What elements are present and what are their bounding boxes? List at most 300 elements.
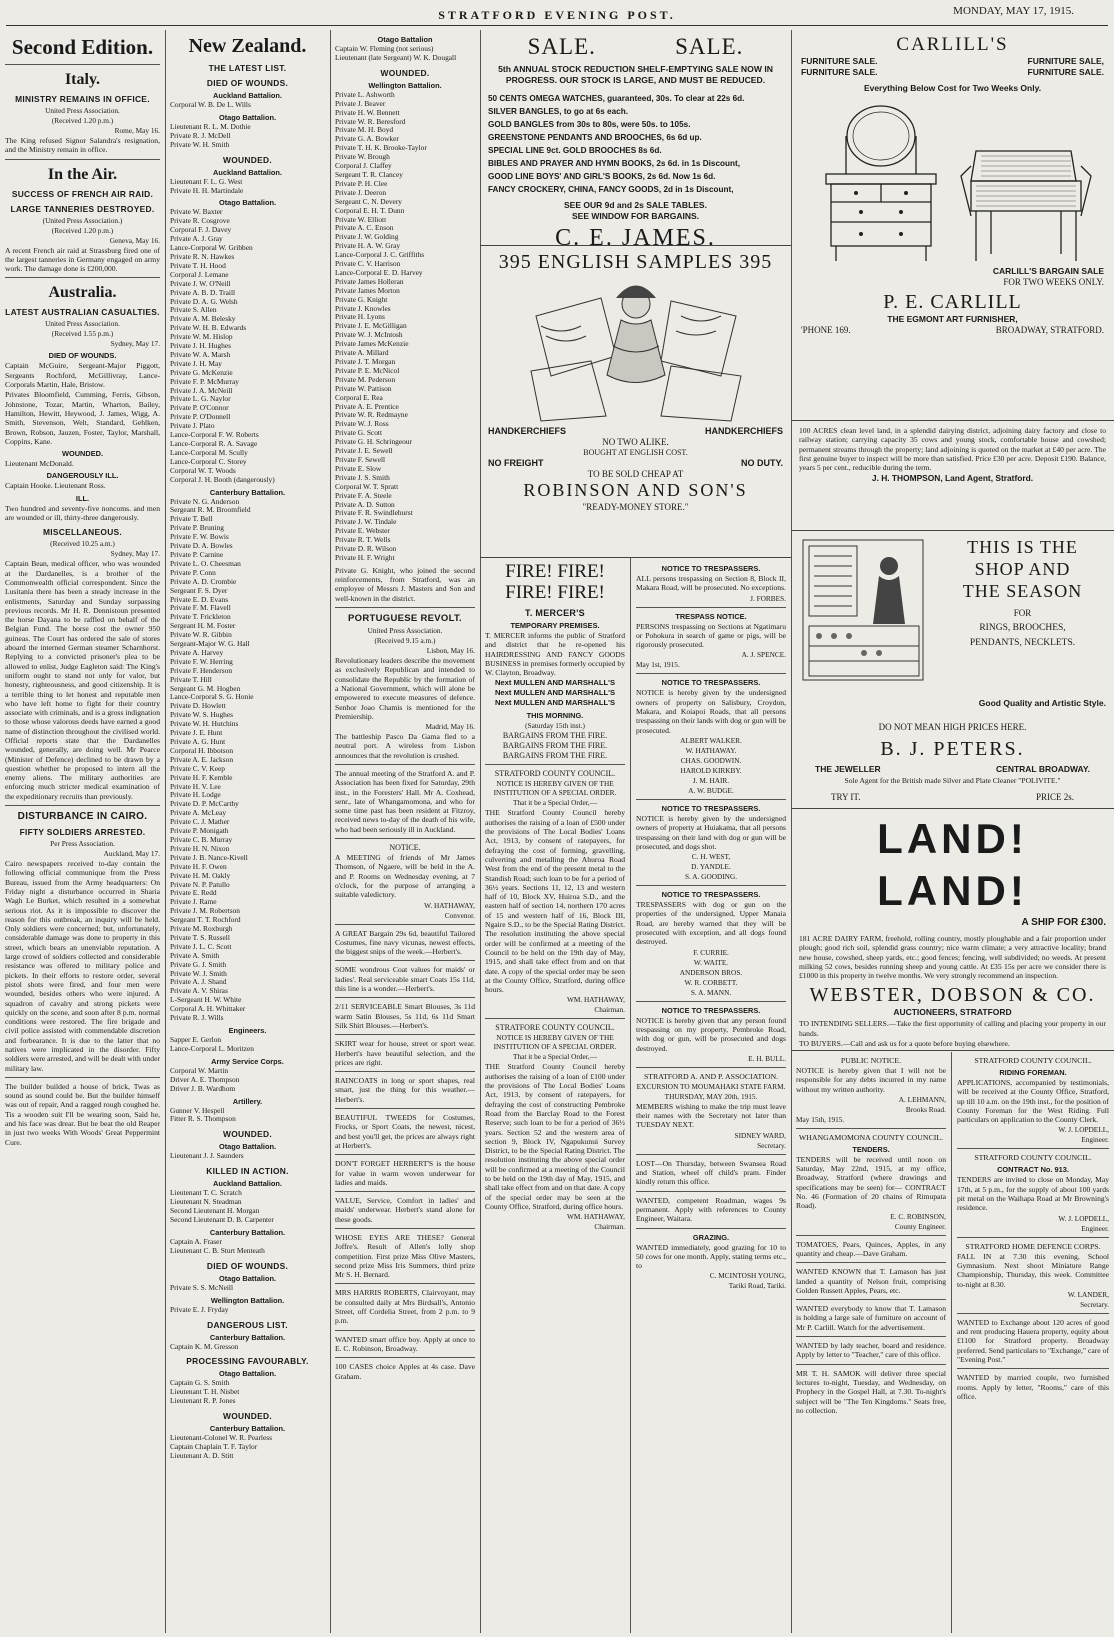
casualty-list: [170, 1036, 325, 1054]
sale-line: FANCY CROCKERY, CHINA, FANCY GOODS, 2d in 1s Discount,: [488, 185, 734, 194]
owner-name: A. W. BUDGE.: [688, 785, 734, 795]
column-right-advertisements: [791, 30, 1114, 1633]
casualty-name: Private J. E. Sewell: [335, 446, 393, 456]
carlill-ad: [791, 30, 1114, 420]
fire-bargains: [485, 731, 625, 760]
casualty-list: [170, 1379, 325, 1406]
casualty-name: Captain G. S. Smith: [170, 1378, 230, 1388]
owner-name: W. R. CORBETT.: [684, 977, 738, 987]
signature: W. J. LOPDELL,: [1058, 1213, 1109, 1223]
casualty-name: Private James McKenzie: [335, 339, 409, 349]
agency-line: United Press Association.: [367, 626, 443, 636]
air-subheading: SUCCESS OF FRENCH AIR RAID.: [11, 188, 154, 199]
notice-date: May 1st, 1915.: [636, 660, 680, 670]
home-defence-heading: STRATFORD HOME DEFENCE CORPS.: [965, 1241, 1101, 1251]
land-sellers: TO INTENDING SELLERS.—Take the first opportunity of calling and placing your property in our hands.: [799, 1019, 1106, 1038]
trespass-body: NOTICE is hereby given by the undersigned owners of property on Salisbury, Croydon, Makara, and Koiapoi Roads, that all persons trespassing on their lands with dog or gun will be prosecuted.: [636, 688, 786, 735]
council-subheading: CONTRACT No. 913.: [997, 1165, 1069, 1175]
casualty-name: Corporal W. Martin: [170, 1065, 229, 1075]
small-ad: A GREAT Bargain 29s 6d, beautiful Tailored Costumes, fine navy vicunas, newest effects, the biggest snips of the week.—Herbert's.: [335, 928, 475, 957]
peters-name: B. J. PETERS.: [880, 738, 1025, 760]
casualty-name: Lieutenant A. D. Stitt: [170, 1450, 234, 1460]
casualty-name: Private J. T. Morgan: [335, 357, 396, 366]
casualty-name: Lance-Corporal L. Moritzen: [170, 1043, 254, 1053]
handkerchiefs-label: HANDKERCHIEFS: [488, 426, 567, 436]
small-ads: [957, 1318, 1109, 1401]
samples-line: BOUGHT AT ENGLISH COST.: [583, 448, 688, 457]
signature: SIDNEY WARD,: [734, 1130, 786, 1140]
casualty-name: Sergeant R. M. Broomfield: [170, 505, 251, 515]
owner-name: W. WAITE.: [693, 957, 729, 967]
casualty-name: Lieutenant J. J. Saunders: [170, 1151, 244, 1161]
received-line: (Received 10.25 a.m.): [50, 539, 115, 549]
casualty-name: Private E. Redd: [170, 888, 217, 898]
fire-next-line: Next MULLEN AND MARSHALL'S: [494, 698, 616, 708]
nz-heading: New Zealand.: [188, 35, 307, 57]
signature: J. FORBES.: [750, 593, 786, 603]
casualty-name: Private G. Scott: [335, 428, 383, 438]
owner-name: C. H. WEST,: [691, 852, 731, 862]
peters-trade: THE JEWELLER: [815, 764, 881, 774]
battalion-label: Otago Battalion.: [218, 1273, 277, 1283]
casualty-name: Private F. Sewell: [335, 454, 386, 464]
public-notice-body: NOTICE is hereby given that I will not be responsible for any debts incurred in my name without my written authority.: [796, 1066, 946, 1094]
notice-date: May 15th, 1915.: [796, 1114, 845, 1124]
roadman-wanted-ad: WANTED, competent Roadman, wages 9s permanent. Apply with references to County Engineer, Waitara.: [636, 1195, 786, 1224]
sale-line: 50 CENTS OMEGA WATCHES, guaranteed, 30s. To clear at 22s 6d.: [488, 94, 745, 103]
casualty-name: Corporal E. H. T. Dunn: [335, 205, 405, 215]
casualty-name: Private H. F. Wright: [335, 552, 395, 562]
casualty-list: [170, 1189, 325, 1225]
column-war-news: [0, 30, 165, 1633]
casualty-name: Lieutenant T. H. Nisbet: [170, 1387, 240, 1397]
casualty-name: Private H. V. Lee: [170, 781, 221, 791]
casualty-name: Lance-Corporal S. G. Honie: [170, 692, 254, 702]
casualty-name: Private W. R. Beresford: [335, 116, 406, 126]
casualty-name: Captain W. Fleming (not serious): [335, 44, 434, 53]
sale-window: SEE WINDOW FOR BARGAINS.: [571, 211, 700, 221]
signature-role: Engineer.: [1081, 1135, 1109, 1145]
casualty-name: Private N. G. Anderson: [170, 496, 240, 506]
casualty-name: Private D. R. Wilson: [335, 544, 397, 554]
fire-date: (Saturday 15th inst.): [525, 721, 585, 731]
battalion-label: Engineers.: [228, 1026, 267, 1035]
lost-ad: LOST—On Thursday, between Swansea Road and Station, wheel off child's pram. Finder kindly return this office.: [636, 1158, 786, 1187]
council-heading: STRATFORE COUNTY COUNCIL.: [495, 1023, 615, 1033]
section-label: WOUNDED.: [61, 449, 104, 459]
casualty-name: Lieutenant R. L. M. Dothie: [170, 121, 251, 131]
fire-and-council-column: [480, 558, 630, 1633]
casualty-list: [170, 498, 325, 1023]
casualty-name: Private G. A. Bowker: [335, 134, 399, 144]
casualty-name: Lance-Corporal M. Scully: [170, 447, 248, 457]
dateline: Geneva, May 16.: [109, 235, 160, 245]
air-subheading-2: LARGE TANNERIES DESTROYED.: [10, 203, 155, 214]
small-ad: WANTED everybody to know that T. Lamason is holding a large sale of furniture on account of Mr P. Carlill. Watch for the advertisement.: [796, 1304, 946, 1332]
casualty-list: [170, 1434, 325, 1461]
casualty-name: Private W. J. Ross: [335, 419, 389, 429]
carlill-bargain: CARLILL'S BARGAIN SALE: [992, 266, 1104, 276]
section-label: PROCESSING FAVOURABLY.: [186, 1356, 309, 1367]
casualty-name: Private G. Knight: [335, 294, 388, 304]
battalion-label: Otago Battalion.: [218, 198, 277, 208]
dateline: Sydney, May 17.: [110, 339, 160, 349]
casualty-name: Private T. H. Hood: [170, 260, 226, 270]
casualty-name: Private A. V. Shiras: [170, 986, 228, 996]
casualty-name: Private W. Brough: [335, 152, 390, 162]
battalion-label: Auckland Battalion.: [213, 91, 282, 100]
section-label: WOUNDED.: [380, 67, 430, 78]
casualty-name: Private R. Cosgrove: [170, 216, 230, 226]
handkerchief-ad: [480, 247, 791, 557]
small-ad: WHOSE EYES ARE THESE? General Joffre's. Result of Allen's lolly shop competition. First prize Miss Olive Masters, second prize Miss Iris Summers, third prize Mr S. H. Bernard.: [335, 1232, 475, 1280]
dateline: Auckland, May 17.: [103, 849, 160, 859]
signature: W. LANDER,: [1067, 1289, 1109, 1299]
owner-name: S. A. GOODING.: [684, 872, 738, 882]
agency-line: United Press Association.: [45, 319, 120, 329]
council-body: THE Stratford County Council hereby authorises the raising of a loan of £500 under the provisions of The Local Bodies' Loans Act, 1913, by consent of ratepayers, for defraying the cost of forming, gravelling, culverting and metalling the Ahuroa Road West from the end of the present metal to the Standish Road; such loan to be for a period of 36½ years. Sections 11, 12, 13 and western half of 10, Block XV, Huiroa S.D., and the eastern half of section 14, northern 170 acres of 15 and western half of 16, Block III, Ngaire S.D., to be the Special Rating District. The resolution instituting the above special order will be confirmed at a meeting of the Council to be held on the 19th day of May, 1915, and shall take effect from and on that date. A copy of the special order may be seen at the County Office, Stratford, during office hours.: [485, 808, 625, 995]
sale-line: SILVER BANGLES, to go at 6s each.: [488, 107, 628, 116]
trespass-heading: NOTICE TO TRESPASSERS.: [661, 678, 761, 688]
casualty-name: Private A. E. Prentice: [335, 401, 399, 411]
casualty-name: Captain K. M. Gresson: [170, 1341, 239, 1351]
portugal-body-2: The battleship Pasco Da Gama fled to a neutral port. A wireless from Lisbon announces that the revolution is crushed.: [335, 732, 475, 760]
peters-try-label: TRY IT.: [831, 792, 861, 802]
casualty-name: Private J. A. McNeill: [170, 385, 233, 395]
casualty-name: Private G. McKenzie: [170, 367, 233, 377]
casualty-name: Sergeant F. S. Dyer: [170, 585, 228, 595]
casualty-name: Private G. H. Schringeour: [335, 437, 412, 447]
casualty-name: Private F. W. Herring: [170, 656, 233, 666]
section-label: DIED OF WOUNDS.: [48, 351, 117, 361]
casualty-name: Lieutenant N. Steadman: [170, 1197, 242, 1207]
casualty-name: Private J. Rame: [170, 897, 217, 907]
casualty-list: [170, 1238, 325, 1256]
section-label: DANGEROUSLY ILL.: [46, 471, 119, 481]
casualty-list: [170, 1152, 325, 1161]
trespass-heading: NOTICE TO TRESPASSERS.: [661, 890, 761, 900]
casualty-name: Private T. H. K. Brooke-Taylor: [335, 143, 427, 153]
casualty-name: Sergeant G. M. Hogben: [170, 683, 241, 693]
casualty-name: Private H. W. Bennett: [335, 107, 400, 117]
casualty-name: Corporal E. Rea: [335, 392, 383, 402]
casualty-name: Private P. O'Donnell: [170, 412, 231, 422]
signature: W. HATHAWAY,: [424, 900, 475, 910]
casualty-name: Private C. B. Murray: [170, 834, 233, 844]
trespass-body: TRESPASSERS with dog or gun on the properties of the undersigned, Upper Manaia Road, are hereby warned that they will be prosecuted with exception, and all dogs found destroyed.: [636, 900, 786, 947]
casualty-name: Corporal W. T. Spratt: [335, 481, 399, 491]
casualty-list: [170, 1306, 325, 1315]
small-ad: MRS HARRIS ROBERTS, Clairvoyant, may be consulted daily at Mrs Birdsall's, Antonio Street, off Cordelia Street, from 2 p.m. to 9 p.m.: [335, 1288, 475, 1326]
casualty-name: Private G. J. Smith: [170, 959, 227, 969]
casualty-name: Private J. Deeron: [335, 187, 387, 197]
casualty-name: Private P. Bruning: [170, 523, 224, 533]
casualty-name: Private H. Lyons: [335, 312, 385, 322]
casualty-name: Private P. E. McNicol: [335, 365, 400, 375]
jeweller-shop-illustration: [799, 536, 929, 684]
carlill-two-weeks: FOR TWO WEEKS ONLY.: [1003, 277, 1104, 287]
casualty-name: Private P. H. Clee: [335, 178, 388, 188]
owner-name: F. CURRIE.: [693, 947, 729, 957]
battalion-label: Wellington Battalion.: [368, 80, 442, 90]
sale-heading-2: SALE.: [675, 34, 744, 59]
casualty-name: Private A. J. Gray: [170, 234, 223, 244]
furniture-sale: FURNITURE SALE,: [1027, 56, 1104, 66]
peters-try: [791, 792, 1114, 806]
casualty-list: [335, 91, 475, 563]
casualty-name: Private A. M. Belesky: [170, 314, 236, 324]
grazing-body: WANTED immediately, good grazing for 10 to 50 cows for one month. Apply, stating terms etc., to: [636, 1242, 786, 1271]
peters-items: RINGS, BROOCHES,: [979, 623, 1066, 633]
casualty-name: Private J. W. Golding: [335, 232, 399, 242]
portugal-heading: PORTUGUESE REVOLT.: [348, 613, 462, 625]
small-ad: BEAUTIFUL TWEEDS for Costumes, Frocks, or Sport Coats, the newest, nicest, and best you'll get, the prices are always right at Herbert's.: [335, 1113, 475, 1150]
peters-for: FOR: [1013, 608, 1032, 618]
peters-line: THE SEASON: [962, 581, 1083, 601]
casualty-name: Private W. R. Redmayne: [335, 410, 408, 420]
casualty-name: Private J. B. Nance-Kivell: [170, 852, 248, 862]
land-subheading: A SHIP FOR £300.: [1021, 917, 1106, 928]
casualty-name: Lance-Corporal J. C. Griffiths: [335, 250, 425, 260]
peters-jeweller-ad: [791, 532, 1114, 792]
casualty-text: Captain McGuire, Sergeant-Major Piggott, Sergeants Rochford, McGillivray, Lance-Corporals Martin, Hale, Bristow.: [5, 361, 160, 390]
misc-heading: MISCELLANEOUS.: [42, 527, 123, 538]
whanga-body: TENDERS will be received until noon on Saturday, May 22nd, 1915, at my office, Broadway, Stratford (where drawings and specifications may be seen) for— CONTRACT No. 46 (Formation of 20 chains of Rimupata Road).: [796, 1154, 946, 1211]
casualty-name: Lance-Corporal E. D. Harvey: [335, 267, 423, 277]
casualty-name: Private J. S. Smith: [335, 472, 390, 482]
casualty-name: Lance-Corporal R. A. Savage: [170, 439, 258, 448]
carlill-heading: CARLILL'S: [896, 34, 1009, 55]
casualty-name: Private L. G. Naylor: [170, 394, 231, 404]
webster-dobson-ad: [791, 810, 1114, 1050]
casualty-name: Corporal J. H. Booth (dangerously): [170, 474, 275, 484]
column-nz-casualties: [165, 30, 330, 1633]
council-heading: STRATFORD COUNTY COUNCIL.: [974, 1153, 1092, 1163]
casualty-list: [170, 1107, 325, 1125]
casualty-name: Private P. O'Connor: [170, 403, 229, 413]
small-ad: WANTED smart office boy. Apply at once to E. C. Robinson, Broadway.: [335, 1334, 475, 1353]
casualty-name: Private A. C. Enson: [335, 223, 394, 233]
sale-line: GOLD BANGLES from 30s to 80s, were 50s. to 105s.: [488, 120, 691, 129]
section-label: DIED OF WOUNDS.: [206, 1260, 289, 1271]
dateline: Madrid, May 16.: [425, 722, 475, 732]
section-label: WOUNDED.: [223, 154, 272, 165]
casualty-name: Private J. L. C. Scott: [170, 941, 232, 951]
casualty-text: Privates Bloomfield, Cumming, Ferris, Gibson, Johnstone, Tozar, Martin, Wharton, Bailey, Hamilton, Hewitt, Heywood, J. James, Wigg, A. Smith, Stevenson, Welt, Standard, Gehlken, Brown, Robson, Jauzen, Foster, Taylor, Marshall, Coppins, Kane.: [5, 390, 160, 446]
signature-address: Brooks Road.: [905, 1104, 946, 1114]
sale-intro: 5th ANNUAL STOCK REDUCTION SHELF-EMPTYING SALE NOW IN PROGRESS. OUR STOCK IS LARGE, AND MUST BE REDUCED.: [498, 64, 773, 85]
auctioneer-role: AUCTIONEERS, STRATFORD: [893, 1007, 1012, 1018]
casualty-name: Private E. Webster: [335, 526, 390, 536]
casualty-name: Private T. Frickleton: [170, 612, 231, 622]
small-ad: DON'T FORGET HERBERT'S is the house for value in warm woven underwear for ladies and maids.: [335, 1159, 475, 1187]
casualty-name: Private A. Smith: [170, 950, 220, 960]
casualty-name: Driver J. B. Wardhom: [170, 1083, 236, 1093]
notice-body: A MEETING of friends of Mr James Thomson, of Ngaere, will be held in the A. and P. Rooms on Wednesday evening, at 7 o'clock, for the purpose of arranging a suitable valedictory.: [335, 853, 475, 900]
trespass-heading: NOTICE TO TRESPASSERS.: [661, 803, 761, 813]
casualty-name: Private F. W. Bowis: [170, 532, 229, 542]
owner-name: HAROLD KIRKBY.: [680, 765, 742, 775]
small-ad: WANTED by lady teacher, board and residence. Apply by letter to "Teacher," care of this office.: [796, 1341, 946, 1360]
casualty-name: Private A. McLeay: [170, 808, 227, 818]
dateline: Lisbon, May 16.: [426, 646, 475, 656]
australia-subheading: LATEST AUSTRALIAN CASUALTIES.: [5, 307, 160, 318]
furniture-illustration: [801, 96, 1104, 266]
signature: W. J. LOPDELL,: [1058, 1125, 1109, 1135]
casualty-name: Private T. Bell: [170, 514, 213, 524]
casualty-name: Private F. A. Steele: [335, 490, 392, 500]
home-defence-body: FALL IN at 7.30 this evening, School Gymnasium. Next shoot Miniature Range Championship, Thursday, this week. Committee to-night at 8.30.: [957, 1251, 1109, 1289]
council-that: That it be a Special Order,—: [513, 1052, 597, 1062]
casualty-name: Private P. Conn: [170, 567, 216, 577]
signature-role: County Engineer.: [894, 1221, 946, 1231]
furniture-sale: FURNITURE SALE.: [801, 67, 878, 77]
land-body: 181 ACRE DAIRY FARM, freehold, rolling country, mostly ploughable and a fair proportion under plough; good rich soil, splendid grass country; nice warm climate; a very attractive locality; brand new house, cowshed, sheep yards, etc.; good fences; fencing, well subdivided; no weeds. At present milking 52 cows, besides running sheep and young cattle. At £35 15s per acre we consider there is £1000 in this property in twelve months. We very strongly recommend an inspection.: [799, 934, 1106, 981]
local-news: The annual meeting of the Stratford A. and P. Association has been fixed for Saturday, 29th inst., in the Foresters' Hall. Mr A. Coxhead, senr., late of Whangamomona, and who for some time past has been resident at Fitzroy, received news to-day of the death of his wife, who had been seriously ill in Auckland.: [335, 769, 475, 834]
casualty-name: Private T. S. Russell: [170, 932, 230, 942]
casualty-name: Private C. V. Keep: [170, 763, 225, 773]
casualty-name: Private W. M. Hislop: [170, 332, 233, 342]
signature: A. LEHMANN,: [898, 1094, 946, 1104]
battalion-label: Canterbury Battalion.: [209, 1424, 286, 1434]
casualty-name: Private F. Henderson: [170, 665, 233, 675]
casualty-list: [170, 208, 325, 484]
council-body: THE Stratford County Council hereby authorises the raising of a loan of £100 under the provisions of The Local Bodies' Loans Act, 1913, by consent of ratepayers, for defraying the cost of constructing Pembroke Road from the Barclay Road to the Forest Reserve; such loan to be for a period of 36½ years. Section 52 and the western area of section 9, Block IV, Ngapukunui Survey District, to be the Special Rating District. The resolution instituting the above special order will be confirmed at a meeting of the Council to be held on the 19th day of May, 1915, and shall take effect from and on that date. A copy of the special order may be seen at the County Office, Stratford, during office hours.: [485, 1062, 625, 1211]
casualty-name: Sergeant T. R. Clancey: [335, 169, 403, 179]
casualty-list: [170, 178, 325, 196]
casualty-name: Private W. Baxter: [170, 207, 223, 217]
received-line: (Received 9.15 a.m.): [374, 636, 436, 646]
samples-line: NO TWO ALIKE.: [602, 437, 669, 447]
section-label: ILL.: [75, 493, 90, 503]
casualty-name: Private J. Beaver: [335, 98, 386, 108]
trespass-body: NOTICE is hereby given by the undersigned owners of property at Huiakama, that all persons trespassing on their land with dog or gun will be prosecuted, and dogs shot.: [636, 813, 786, 851]
peters-line: THIS IS THE: [967, 537, 1078, 557]
grazing-heading: GRAZING.: [692, 1232, 730, 1242]
casualty-name: Sergeant H. M. Foster: [170, 621, 236, 631]
section-label: DIED OF WOUNDS.: [206, 78, 289, 88]
handkerchiefs-label-2: HANDKERCHIEFS: [704, 426, 783, 436]
casualty-name: Corporal J. Claffey: [335, 161, 392, 171]
australia-heading: Australia.: [48, 284, 117, 302]
signature: C. MCINTOSH YOUNG,: [709, 1271, 786, 1281]
fire-bargain-line: BARGAINS FROM THE FIRE.: [502, 731, 608, 741]
casualty-name: Private F. M. Flavell: [170, 603, 231, 613]
furniture-sale: FURNITURE SALE.: [1027, 67, 1104, 77]
notice-heading: NOTICE.: [389, 843, 421, 853]
casualty-name: Lieutenant R. P. Jones: [170, 1396, 236, 1406]
assoc-body: MEMBERS wishing to make the trip must leave their names with the Secretary not later than TUESDAY NEXT.: [636, 1101, 786, 1130]
casualty-name: Private T. Hill: [170, 674, 212, 684]
land-body: 100 ACRES clean level land, in a splendid dairying district, adjoining dairy factory and close to railway station; carrying capacity 35 cows and young stock, comfortable house and cowshed; permanent streams through the property; land adjoining is quoted on the market at £40 per acre. The first genuine buyer to inspect will be more than satisfied. Price £30 per acre. Deposit £190. Balance, years 5 per cent., reducible during the term.: [799, 426, 1106, 473]
casualty-text: Lieutenant McDonald.: [5, 459, 74, 469]
samples-tagline: "READY-MONEY STORE.": [582, 502, 689, 512]
casualty-name: Private A. D. Crombie: [170, 576, 237, 586]
fire-body: T. MERCER informs the public of Stratford and district that he re-opened his HAIRDRESSING AND FANCY GOODS BUSINESS in premises formerly occupied by W. Clayton, Broadway.: [485, 631, 625, 678]
trespass-body: NOTICE is hereby given that any person found trespassing on my property, Pembroke Road, with dog or gun, will be prosecuted and dogs destroyed.: [636, 1015, 786, 1053]
assoc-date: THURSDAY, MAY 20th, 1915.: [664, 1091, 758, 1101]
received-line: (Received 1.55 p.m.): [51, 329, 114, 339]
council-body: APPLICATIONS, accompanied by testimonials, will be received at the County Office, Stratford, up till 10 a.m. on the 19th inst., for the position of County Foreman for the West Riding. Full particulars on application to the County Clerk.: [957, 1078, 1109, 1125]
section-label: WOUNDED.: [223, 1129, 272, 1140]
signature-role: Secretary.: [1080, 1299, 1109, 1309]
trespass-body: PERSONS trespassing on Sections at Ngatimaru or Pohokura in search of game or pigs, will be rigorously prosecuted.: [636, 621, 786, 650]
casualty-name: Private H. F. Kemble: [170, 772, 233, 782]
casualty-name: Private A. G. Hunt: [170, 737, 226, 746]
casualty-name: Private E. Slow: [335, 463, 382, 473]
section-label: KILLED IN ACTION.: [206, 1166, 289, 1177]
casualty-text: Two hundred and seventy-five noncoms. and men are wounded or ill, thirty-three dangerously.: [5, 503, 160, 523]
casualty-name: Private E. J. Fryday: [170, 1304, 229, 1314]
samples-merchant: ROBINSON AND SON'S: [523, 480, 748, 500]
small-ad: MR T. H. SAMOK will deliver three special lectures to-night, Tuesday, and Wednesday, on Prophecy in the Gospel Hall, at 7.30. To-night's subject will be "The Ten Kingdoms." Seats free, no collection.: [796, 1368, 946, 1415]
issue-date: MONDAY, MAY 17, 1915.: [953, 5, 1074, 17]
casualty-name: Private W. Elliott: [335, 214, 387, 224]
casualty-name: Private W. Pattison: [335, 383, 392, 393]
signature: WM. HATHAWAY,: [567, 995, 625, 1005]
peters-price: PRICE 2s.: [1035, 792, 1074, 802]
section-label: WOUNDED.: [223, 1411, 272, 1422]
handkerchief-illustration: [521, 276, 751, 424]
received-line: (Received 1.20 p.m.): [51, 116, 114, 125]
casualty-name: Private R. J. Wills: [170, 1013, 224, 1023]
signature-role: Secretary.: [757, 1140, 786, 1150]
casualty-list: [170, 1284, 325, 1293]
signature: E. C. ROBINSON,: [890, 1211, 946, 1221]
peppermint-cure-ad: The builder builded a house of brick, Twas as sound as sound could be. But the builder himself was out of repair, And a ragged rough coughed he. Tis a wooden suit I'll be wearing soon, Said he, and his face was drear. But he beat the old Reaper in just two weeks With Woods' Great Peppermint Cure.: [5, 1081, 160, 1147]
casualty-name: Private H. F. Owen: [170, 861, 227, 871]
signature: E. H. BULL.: [748, 1053, 786, 1063]
small-ad: SKIRT wear for house, street or sport wear. Herbert's have beautiful selection, and the prices are right.: [335, 1039, 475, 1067]
trespass-body: ALL persons trespassing on Section 8, Block II, Makara Road, will be prosecuted. No exceptions.: [636, 574, 786, 593]
battalion-label: Auckland Battalion.: [213, 167, 282, 177]
casualty-name: Private S. S. McNeill: [170, 1282, 234, 1292]
casualty-name: Private S. Allen: [170, 305, 217, 315]
casualty-name: Lieutenant-Colonel W. R. Pearless: [170, 1433, 273, 1443]
small-ads: [335, 924, 475, 1381]
peters-prices: DO NOT MEAN HIGH PRICES HERE.: [878, 722, 1027, 732]
casualty-name: Lance-Corporal C. Storey: [170, 456, 247, 466]
casualty-name: Private J. H. May: [170, 358, 222, 368]
casualty-name: Private N. P. Patullo: [170, 879, 230, 889]
casualty-name: Private D. A. G. Welsh: [170, 296, 238, 306]
casualty-name: Lieutenant (late Sergeant) W. K. Dougall: [335, 52, 457, 62]
small-ad: SOME wondrous Coat values for maids' or ladies'. Real serviceable smart Coats 15s 11d, this line is a wonder.—Herbert's.: [335, 965, 475, 994]
owner-name: S. A. MANN.: [690, 987, 732, 997]
italy-subheading: MINISTRY REMAINS IN OFFICE.: [15, 94, 150, 104]
casualty-name: Captain Chaplain T. F. Taylor: [170, 1442, 258, 1452]
carlill-address: BROADWAY, STRATFORD.: [995, 325, 1104, 335]
portugal-body: Revolutionary leaders describe the movement as exclusively Republican and intended to consolidate the Republic by the formation of a National Government, which will alone be empowered to execute measures of defence. Senhor Joao Chamis is mentioned for the Premiership.: [335, 656, 475, 721]
casualty-name: Private W. H. Hutchins: [170, 719, 239, 729]
casualty-name: Private W. J. Smith: [170, 968, 227, 978]
italy-heading: Italy.: [64, 71, 101, 88]
air-body: A recent French air raid at Strassburg fired one of the largest tanneries in Germany engaged on army work. The damage done is £200,000.: [5, 245, 160, 274]
casualty-name: Private R. T. Wells: [335, 535, 391, 545]
battalion-label: Army Service Corps.: [211, 1056, 284, 1066]
small-ad: 2/11 SERVICEABLE Smart Blouses, 3s 11d warm Satin Blouses, 5s 11d, 6s 11d Smart Silk Shirt Blouses.—Herbert's.: [335, 1002, 475, 1030]
thompson-land-ad: [791, 422, 1114, 532]
small-ad: WANTED to Exchange about 120 acres of good and rent producing Hauera property, equity about £1100 for Stratford property. Broadway preferred. Send particulars to "Exchange," care of "Evening Post.": [957, 1317, 1109, 1365]
casualty-list: [335, 45, 475, 63]
owner-name: W. HATHAWAY.: [685, 745, 737, 755]
fire-next-line: Next MULLEN AND MARSHALL'S: [494, 688, 616, 698]
casualty-list: [170, 1067, 325, 1094]
casualty-name: Private C. J. Mather: [170, 817, 230, 827]
sale-merchant: C. E. JAMES.: [555, 225, 716, 245]
casualty-name: Lieutenant F. L. G. West: [170, 176, 243, 186]
trespass-notices-column: [631, 558, 791, 1633]
